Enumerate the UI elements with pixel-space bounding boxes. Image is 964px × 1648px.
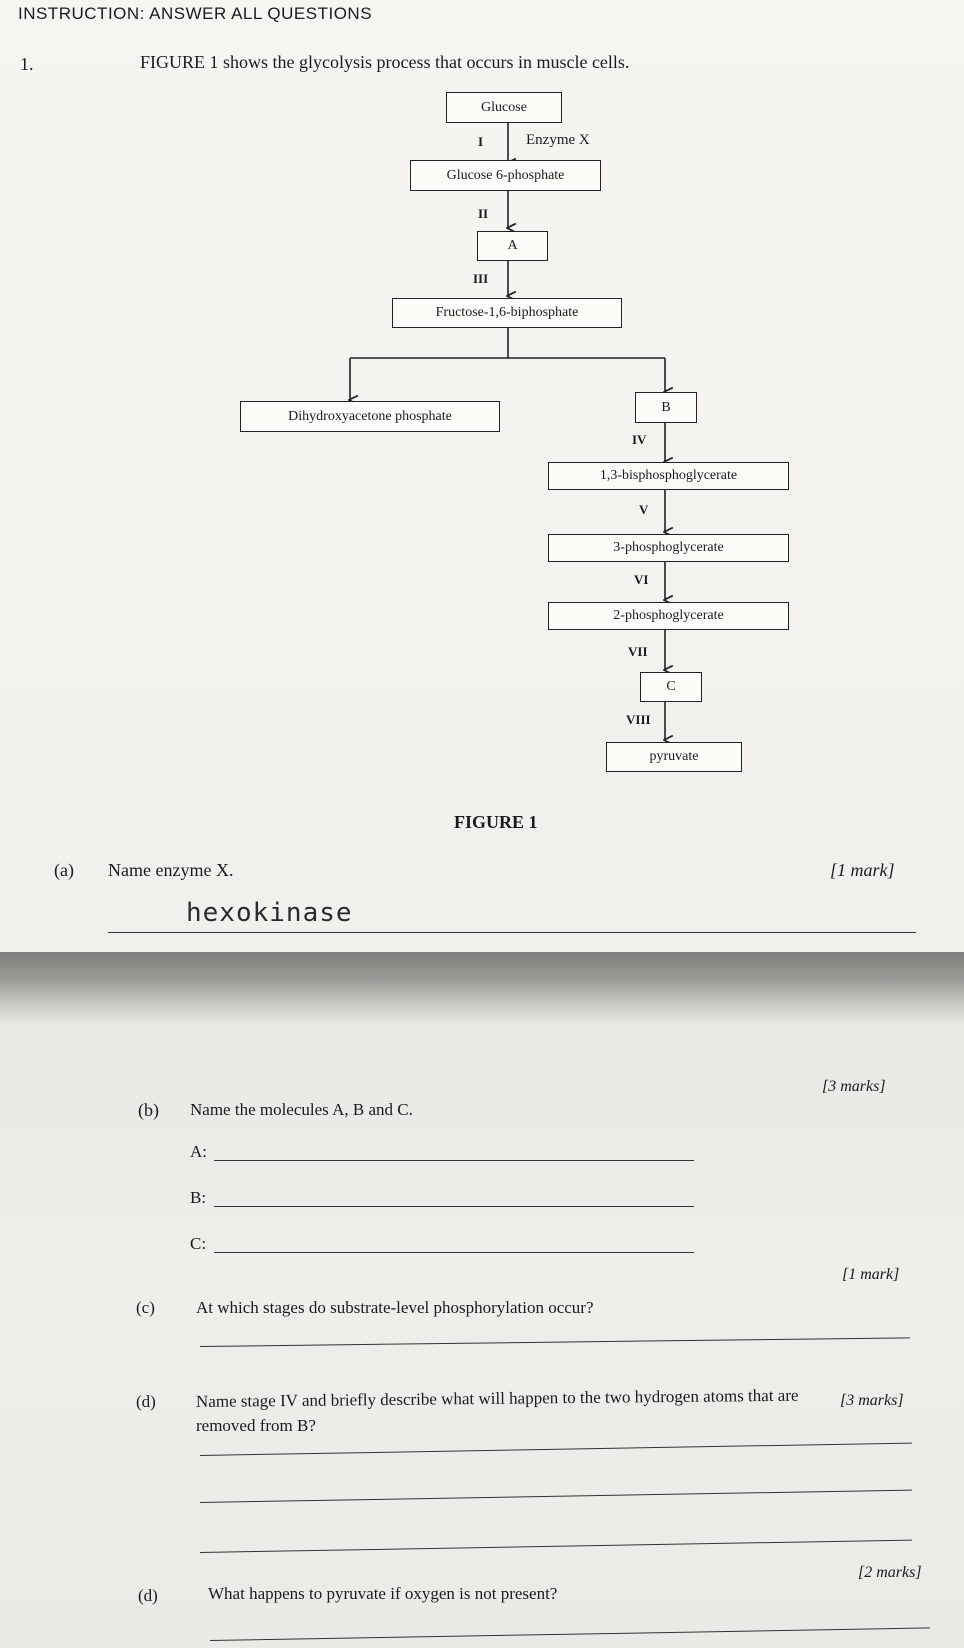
part-b-answer-line-a[interactable] (214, 1160, 694, 1161)
box-1-3-bisphosphoglycerate: 1,3-bisphosphoglycerate (548, 462, 789, 490)
stage-label-v: V (639, 502, 649, 517)
box-molecule-b: B (635, 392, 697, 423)
part-d2-label: (d) (138, 1586, 158, 1605)
box-2-phosphoglycerate: 2-phosphoglycerate (548, 602, 789, 630)
part-b-question: Name the molecules A, B and C. (190, 1100, 413, 1119)
part-c-question: At which stages do substrate-level phosphorylation occur? (196, 1298, 594, 1317)
part-d1-question-line2: removed from B? (196, 1416, 316, 1435)
part-a-question: Name enzyme X. (108, 860, 234, 880)
part-d1-label: (d) (136, 1392, 156, 1411)
part-b-item-a: A: (190, 1142, 207, 1161)
stage-label-i: I (478, 134, 484, 149)
paper-fold-shadow (0, 952, 964, 1022)
stage-label-vii: VII (628, 644, 648, 659)
stage-label-iii: III (473, 271, 489, 286)
part-a-marks: [1 mark] (830, 860, 895, 880)
part-d2-marks: [2 marks] (858, 1564, 922, 1581)
part-b-label: (b) (138, 1100, 159, 1120)
part-b-marks: [3 marks] (822, 1078, 886, 1095)
part-d1-question-line1: Name stage IV and briefly describe what will happen to the two hydrogen atoms that are (195, 1385, 799, 1411)
box-glucose: Glucose (446, 92, 562, 123)
box-pyruvate: pyruvate (606, 742, 742, 772)
part-b-answer-line-b[interactable] (214, 1206, 694, 1207)
stage-label-vi: VI (634, 572, 649, 587)
part-d1-marks: [3 marks] (840, 1392, 904, 1409)
stage-label-iv: IV (632, 432, 647, 447)
instruction-heading: INSTRUCTION: ANSWER ALL QUESTIONS (18, 4, 373, 23)
box-3-phosphoglycerate: 3-phosphoglycerate (548, 534, 789, 562)
box-fructose-1-6-biphosphate: Fructose-1,6-biphosphate (392, 298, 622, 328)
part-a-label: (a) (54, 860, 74, 880)
part-d2-question: What happens to pyruvate if oxygen is not present? (208, 1584, 558, 1603)
stage-label-ii: II (478, 206, 489, 221)
box-molecule-a: A (477, 231, 548, 261)
part-b-item-c: C: (190, 1234, 207, 1253)
part-b-item-b: B: (190, 1188, 207, 1207)
box-dihydroxyacetone-phosphate: Dihydroxyacetone phosphate (240, 401, 500, 432)
question-number: 1. (20, 54, 34, 74)
box-molecule-c: C (640, 672, 702, 702)
box-glucose-6-phosphate: Glucose 6-phosphate (410, 160, 601, 191)
part-c-label: (c) (136, 1298, 155, 1317)
part-c-marks: [1 mark] (842, 1266, 900, 1283)
part-b-answer-line-c[interactable] (214, 1252, 694, 1253)
stage-label-viii: VIII (626, 712, 651, 727)
enzyme-x-label: Enzyme X (526, 132, 590, 148)
part-a-answer-line[interactable] (108, 932, 916, 933)
figure-caption: FIGURE 1 (454, 812, 538, 832)
question-intro: FIGURE 1 shows the glycolysis process that occurs in muscle cells. (140, 52, 630, 72)
part-a-handwritten-answer: hexokinase (186, 898, 353, 928)
